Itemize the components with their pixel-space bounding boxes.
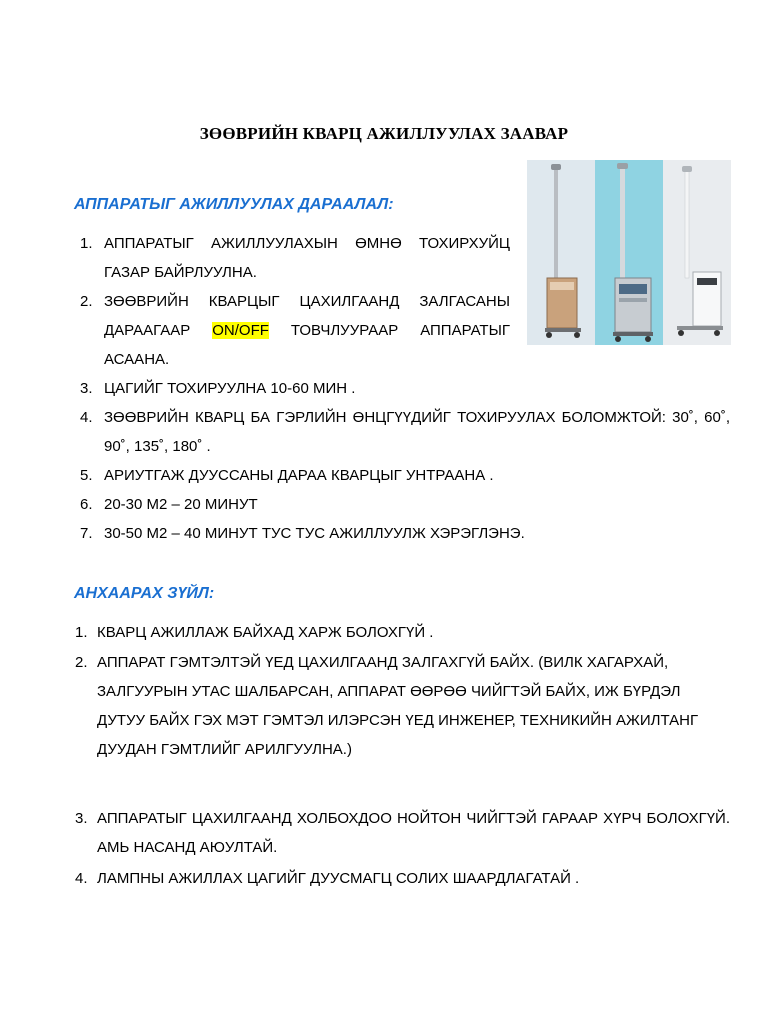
page-title: ЗӨӨВРИЙН КВАРЦ АЖИЛЛУУЛАХ ЗААВАР	[199, 124, 569, 143]
list-item	[80, 461, 730, 490]
list-item-number: 4.	[75, 870, 88, 887]
list-item	[80, 287, 510, 374]
list-item	[80, 490, 730, 519]
list-item-text	[80, 287, 510, 374]
list-item-text: АППАРАТЫГ АЖИЛЛУУЛАХЫН ӨМНӨ ТОХИРХУЙЦ ГАЗАР БАЙРЛУУЛНА.	[104, 235, 510, 281]
list-item-text: АРИУТГАЖ ДУУССАНЫ ДАРАА КВАРЦЫГ УНТРААНА .	[104, 467, 494, 484]
text-segment: ЗӨӨВРИЙН КВАРЦЫГ ЦАХИЛГААНД ЗАЛГАСАНЫ ДАРААГААР	[104, 293, 510, 339]
list-item-text: ЗӨӨВРИЙН КВАРЦ БА ГЭРЛИЙН ӨНЦГҮҮДИЙГ ТОХИРУУЛАХ БОЛОМЖТОЙ: 30˚, 60˚, 90˚, 135˚, 180˚ .	[104, 409, 730, 455]
list-item	[75, 804, 730, 862]
list-item-text: ЦАГИЙГ ТОХИРУУЛНА 10-60 МИН .	[104, 380, 356, 397]
section-heading-operation: АППАРАТЫГ АЖИЛЛУУЛАХ ДАРААЛАЛ:	[74, 196, 394, 213]
list-item	[80, 374, 730, 403]
list-item	[75, 618, 730, 647]
list-item-text: АППАРАТЫГ ЦАХИЛГААНД ХОЛБОХДОО НОЙТОН ЧИЙГТЭЙ ГАРААР ХҮРЧ БОЛОХГҮЙ. АМЬ НАСАНД АЮУЛТАЙ.	[97, 810, 730, 856]
list-item	[80, 229, 510, 287]
section-heading-warnings: АНХААРАХ ЗҮЙЛ:	[74, 585, 215, 602]
list-item	[75, 864, 730, 893]
list-item-number: 1.	[75, 624, 88, 641]
list-item-number: 4.	[80, 409, 93, 426]
list-item-text: КВАРЦ АЖИЛЛАЖ БАЙХАД ХАРЖ БОЛОХГҮЙ .	[97, 624, 434, 641]
on-off-highlight: ON/OFF	[212, 322, 269, 339]
list-item	[80, 519, 730, 548]
list-item-number: 3.	[75, 810, 88, 827]
list-item-number: 5.	[80, 467, 93, 484]
list-item	[80, 403, 730, 461]
list-item-number: 6.	[80, 496, 93, 513]
text-segment: ТОВЧЛУУРААР АППАРАТЫГ АСААНА.	[104, 322, 510, 368]
list-item-number: 7.	[80, 525, 93, 542]
uv-lamp-photo	[527, 160, 731, 345]
list-item-text: ЛАМПНЫ АЖИЛЛАХ ЦАГИЙГ ДУУСМАГЦ СОЛИХ ШААРДЛАГАТАЙ .	[97, 870, 580, 887]
list-item-text: 30-50 М2 – 40 МИНУТ ТУС ТУС АЖИЛЛУУЛЖ ХЭРЭГЛЭНЭ.	[104, 525, 525, 542]
list-item-number: 2.	[75, 654, 88, 671]
list-item-number: 3.	[80, 380, 93, 397]
list-item	[75, 648, 730, 764]
list-item-text: 20-30 М2 – 20 МИНУТ	[104, 496, 258, 513]
list-item-text: АППАРАТ ГЭМТЭЛТЭЙ ҮЕД ЦАХИЛГААНД ЗАЛГАХГҮЙ БАЙХ. (ВИЛК ХАГАРХАЙ, ЗАЛГУУРЫН УТАС ШАЛБАРСАН, АППАРАТ ӨӨРӨӨ ЧИЙГТЭЙ БАЙХ, ИЖ БҮРДЭЛ ДУТУУ БАЙХ ГЭХ МЭТ ГЭМТЭЛ ИЛЭРСЭН ҮЕД ИНЖЕНЕР, ТЕХНИКИЙН АЖИЛТАНГ ДУУДАН ГЭМТЛИЙГ АРИЛГУУЛНА.)	[97, 654, 699, 758]
list-item-number: 1.	[80, 235, 93, 252]
list-item-number: 2.	[80, 293, 93, 310]
